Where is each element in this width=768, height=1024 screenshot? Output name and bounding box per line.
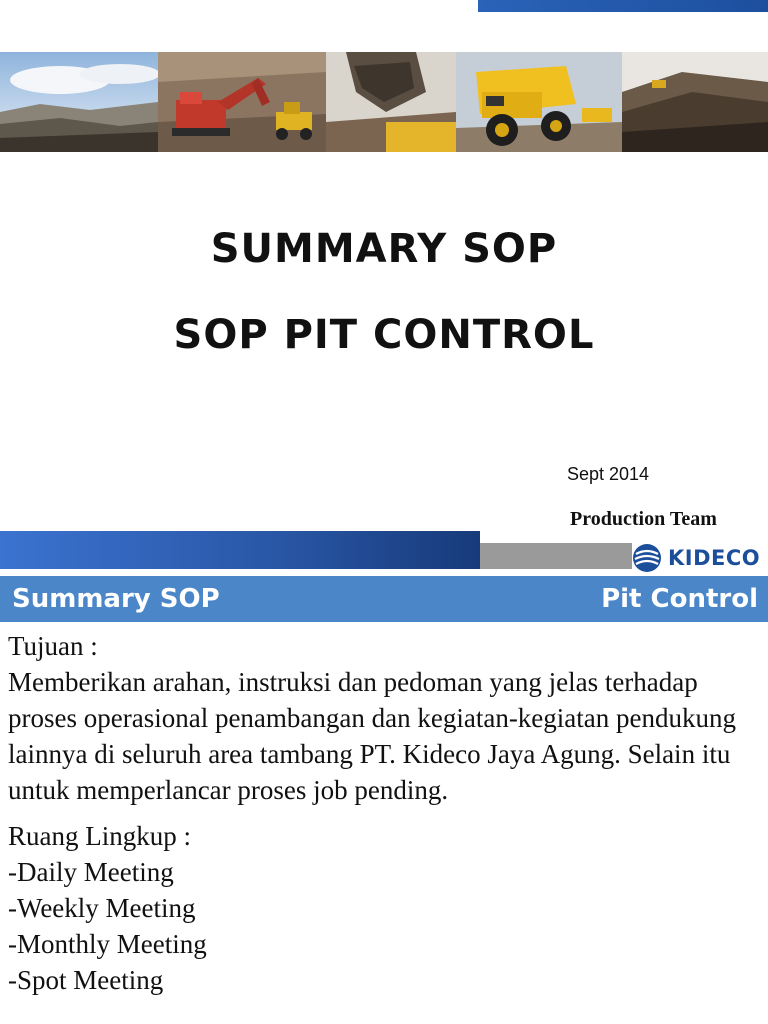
top-accent-bar — [478, 0, 768, 12]
footer-blue-bar — [0, 531, 480, 569]
scope-item-spot: -Spot Meeting — [8, 965, 164, 995]
kideco-logo-text: KIDECO — [668, 546, 761, 570]
presentation-date: Sept 2014 — [567, 464, 650, 484]
haul-truck-photo — [456, 52, 622, 152]
scope-item-daily: -Daily Meeting — [8, 857, 174, 887]
presenter-team: Production Team — [570, 508, 717, 530]
header-subtitle: Pit Control — [601, 584, 758, 614]
photo-strip — [0, 52, 768, 152]
mine-landscape-photo — [0, 52, 158, 152]
purpose-label: Tujuan : — [8, 631, 98, 661]
scope-label: Ruang Lingkup : — [8, 821, 191, 851]
purpose-text: Memberikan arahan, instruksi dan pedoman yang jelas terhadap proses operasional penambangan dan kegiatan-kegiatan pendukung lainnya di seluruh area tambang PT. Kideco Jaya Agung. Selain itu untuk memperlancar proses job pending. — [8, 667, 736, 805]
kideco-logo — [632, 540, 768, 576]
scope-item-monthly: -Monthly Meeting — [8, 929, 207, 959]
header-title: Summary SOP — [12, 584, 220, 614]
content-slide — [0, 576, 768, 1024]
slide-header — [0, 576, 768, 622]
slide-body — [8, 628, 760, 998]
title-line-1: SUMMARY SOP — [210, 226, 558, 272]
coal-pit-photo — [622, 52, 768, 152]
bucket-loading-photo — [326, 52, 456, 152]
kideco-logo-icon — [632, 543, 662, 573]
scope-item-weekly: -Weekly Meeting — [8, 893, 196, 923]
excavator-photo — [158, 52, 326, 152]
title-line-2: SOP PIT CONTROL — [173, 312, 595, 358]
